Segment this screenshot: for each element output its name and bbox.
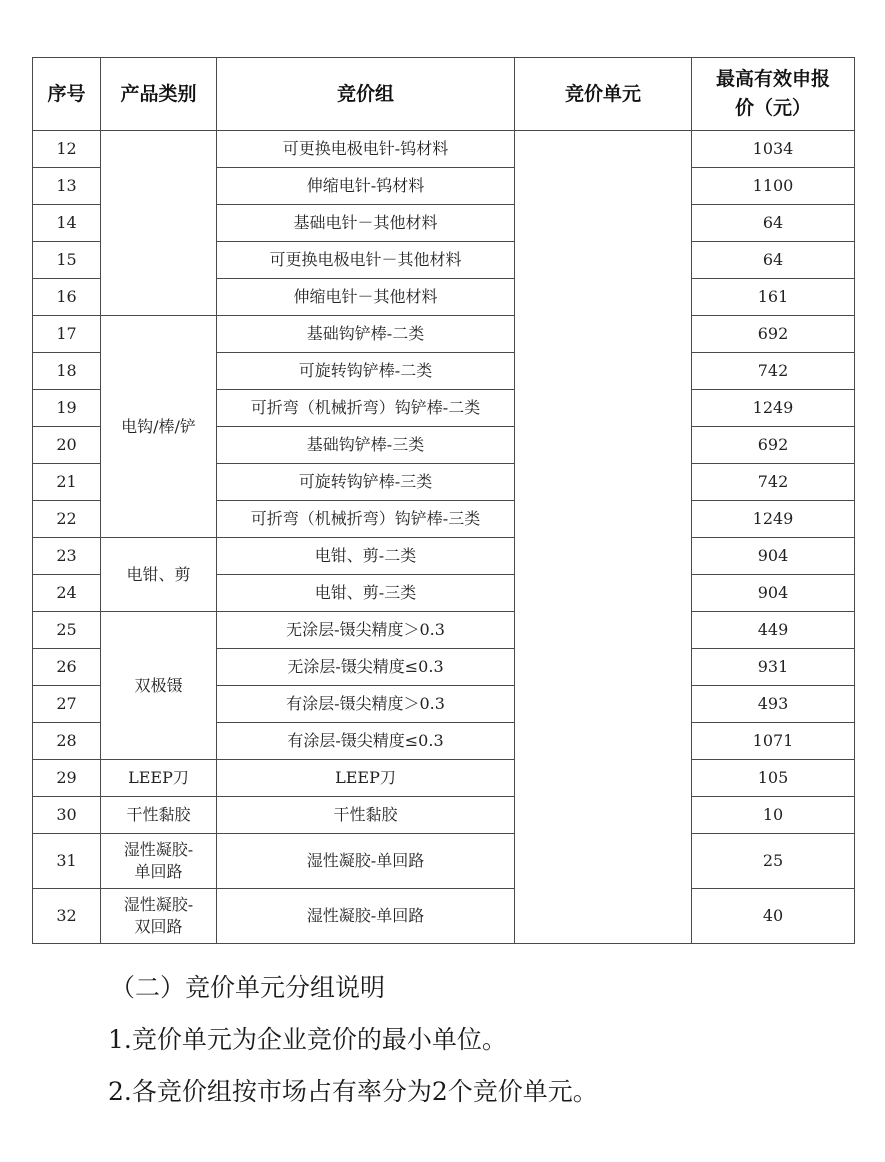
row-group: 可更换电极电针-钨材料 <box>217 131 515 168</box>
row-group: 伸缩电针-钨材料 <box>217 168 515 205</box>
row-category-line2: 单回路 <box>134 862 183 881</box>
row-group: 无涂层-镊尖精度＞0.3 <box>217 612 515 649</box>
row-category: LEEP刀 <box>101 760 217 797</box>
category-forceps-scissors: 电钳、剪 <box>101 538 217 612</box>
header-unit: 竞价单元 <box>515 58 692 131</box>
row-index: 28 <box>33 723 101 760</box>
table-row <box>33 538 855 575</box>
row-price: 1034 <box>692 131 855 168</box>
row-price: 904 <box>692 575 855 612</box>
row-index: 18 <box>33 353 101 390</box>
row-price: 1249 <box>692 501 855 538</box>
notes-heading: （二）竞价单元分组说明 <box>110 973 386 1002</box>
row-group: 有涂层-镊尖精度＞0.3 <box>217 686 515 723</box>
row-group: LEEP刀 <box>217 760 515 797</box>
header-price-line2: 价（元） <box>734 97 811 119</box>
row-price: 493 <box>692 686 855 723</box>
row-group: 可更换电极电针－其他材料 <box>217 242 515 279</box>
row-index: 27 <box>33 686 101 723</box>
row-price: 161 <box>692 279 855 316</box>
notes-section <box>108 962 598 1118</box>
row-price: 449 <box>692 612 855 649</box>
row-price: 64 <box>692 205 855 242</box>
row-category-line1: 湿性凝胶- <box>123 840 194 859</box>
row-index: 24 <box>33 575 101 612</box>
row-price: 40 <box>692 889 855 944</box>
row-price: 692 <box>692 316 855 353</box>
row-group: 电钳、剪-二类 <box>217 538 515 575</box>
row-category: 干性黏胶 <box>101 797 217 834</box>
row-index: 13 <box>33 168 101 205</box>
row-group: 湿性凝胶-单回路 <box>217 834 515 889</box>
row-group: 可折弯（机械折弯）钩铲棒-三类 <box>217 501 515 538</box>
table-row <box>33 131 855 168</box>
row-index: 14 <box>33 205 101 242</box>
row-price: 1100 <box>692 168 855 205</box>
row-group: 基础电针－其他材料 <box>217 205 515 242</box>
row-category-line2: 双回路 <box>134 917 183 936</box>
notes-item-1: 1.竞价单元为企业竞价的最小单位。 <box>108 1025 507 1054</box>
row-index: 32 <box>33 889 101 944</box>
row-group: 可旋转钩铲棒-三类 <box>217 464 515 501</box>
header-price-line1: 最高有效申报 <box>715 68 830 90</box>
row-index: 25 <box>33 612 101 649</box>
row-price: 692 <box>692 427 855 464</box>
category-electrode-hook: 电钩/棒/铲 <box>101 316 217 538</box>
row-price: 904 <box>692 538 855 575</box>
row-group: 电钳、剪-三类 <box>217 575 515 612</box>
header-group: 竞价组 <box>217 58 515 131</box>
row-index: 31 <box>33 834 101 889</box>
table-row <box>33 316 855 353</box>
row-group: 湿性凝胶-单回路 <box>217 889 515 944</box>
row-index: 15 <box>33 242 101 279</box>
table-row <box>33 834 855 889</box>
table-row <box>33 760 855 797</box>
row-index: 12 <box>33 131 101 168</box>
table-row <box>33 797 855 834</box>
row-index: 19 <box>33 390 101 427</box>
row-price: 742 <box>692 353 855 390</box>
table-row <box>33 889 855 944</box>
notes-item-2: 2.各竞价组按市场占有率分为2个竞价单元。 <box>108 1077 598 1106</box>
row-group: 有涂层-镊尖精度≤0.3 <box>217 723 515 760</box>
category-bipolar: 双极镊 <box>101 612 217 760</box>
row-price: 1071 <box>692 723 855 760</box>
row-group: 无涂层-镊尖精度≤0.3 <box>217 649 515 686</box>
row-price: 931 <box>692 649 855 686</box>
table-header-row <box>33 58 855 131</box>
bidding-table <box>32 57 855 944</box>
table-row <box>33 612 855 649</box>
unit-cell-empty <box>515 131 692 944</box>
row-group: 基础钩铲棒-二类 <box>217 316 515 353</box>
category-cell-empty <box>101 131 217 316</box>
row-index: 26 <box>33 649 101 686</box>
row-price: 10 <box>692 797 855 834</box>
row-group: 基础钩铲棒-三类 <box>217 427 515 464</box>
row-category <box>101 889 217 944</box>
row-index: 20 <box>33 427 101 464</box>
row-index: 21 <box>33 464 101 501</box>
row-index: 23 <box>33 538 101 575</box>
row-index: 30 <box>33 797 101 834</box>
row-index: 22 <box>33 501 101 538</box>
row-price: 25 <box>692 834 855 889</box>
row-price: 64 <box>692 242 855 279</box>
row-group: 伸缩电针－其他材料 <box>217 279 515 316</box>
row-index: 16 <box>33 279 101 316</box>
row-index: 29 <box>33 760 101 797</box>
row-category-line1: 湿性凝胶- <box>123 895 194 914</box>
row-index: 17 <box>33 316 101 353</box>
row-price: 1249 <box>692 390 855 427</box>
row-group: 可折弯（机械折弯）钩铲棒-二类 <box>217 390 515 427</box>
header-category: 产品类别 <box>101 58 217 131</box>
row-price: 742 <box>692 464 855 501</box>
row-price: 105 <box>692 760 855 797</box>
row-group: 干性黏胶 <box>217 797 515 834</box>
header-price <box>692 58 855 131</box>
row-category <box>101 834 217 889</box>
header-index: 序号 <box>33 58 101 131</box>
row-group: 可旋转钩铲棒-二类 <box>217 353 515 390</box>
